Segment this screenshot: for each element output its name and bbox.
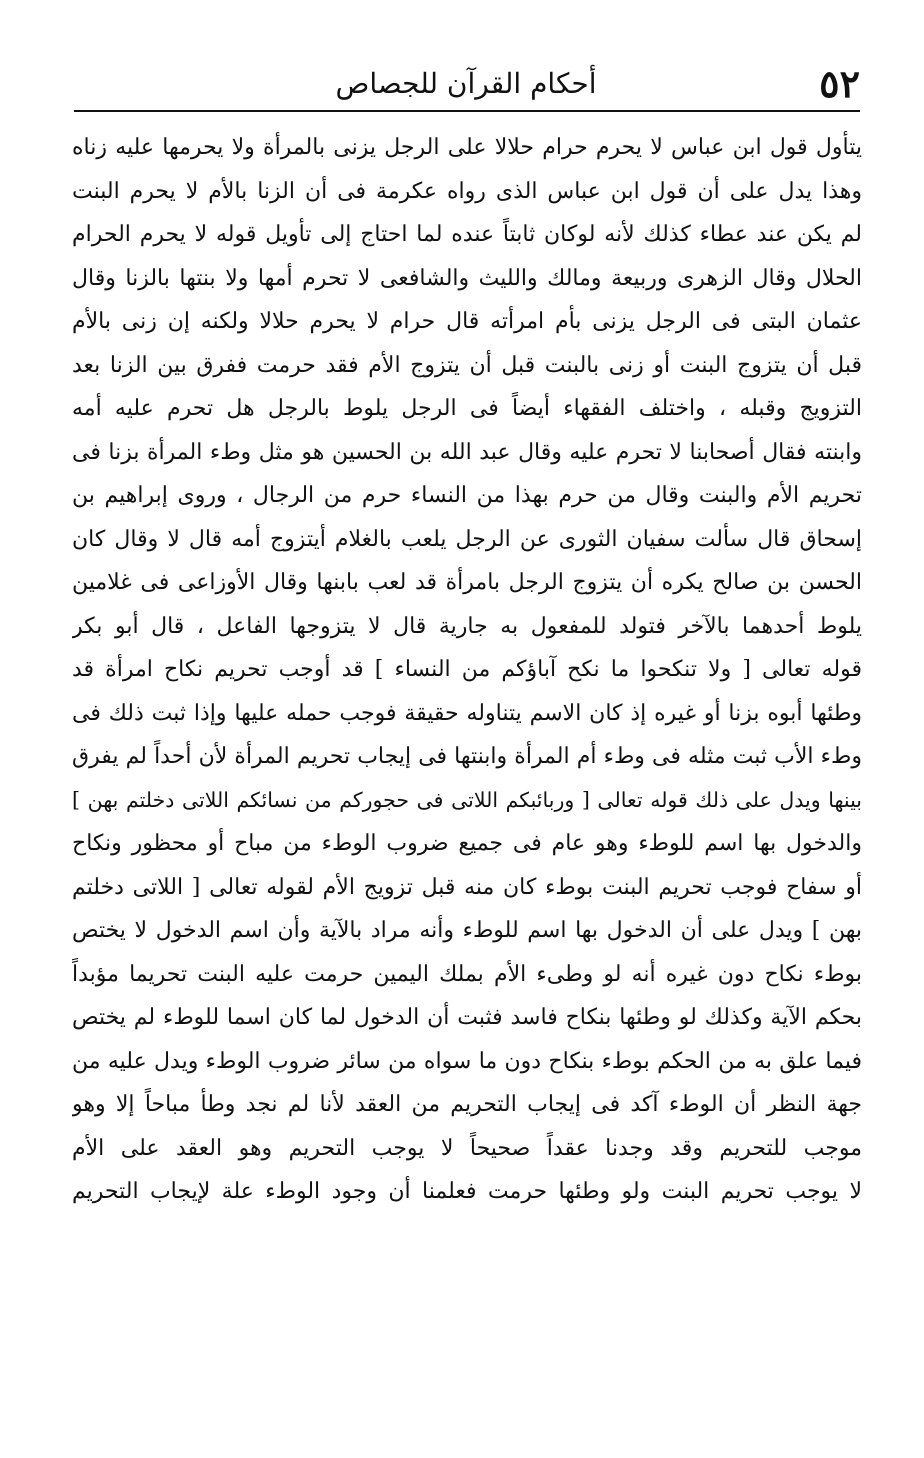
text-line: عثمان البتى فى الرجل يزنى بأم امرأته قال حرام لا يحرم حلالا ولكنه إن زنى بالأم [72,309,862,334]
text-line: لم يكن عند عطاء كذلك لأنه لوكان ثابتاً عنده لما احتاج إلى تأويل قوله لا يحرم الحرام [72,222,862,247]
text-line: وهذا يدل على أن قول ابن عباس الذى رواه عكرمة فى أن الزنا بالأم لا يحرم البنت [72,178,862,204]
text-line: فيما علق به من الحكم بوطء بنكاح دون ما سواه من سائر ضروب الوطء ويدل عليه من [72,1048,862,1074]
text-line: تحريم الأم والبنت وقال من حرم بهذا من النساء حرم من الرجال ، وروى إبراهيم بن [72,483,862,508]
text-line: بهن ] ويدل على أن الدخول بها اسم للوطء وأنه مراد بالآية وأن اسم الدخول لا يختص [72,918,862,943]
page-number: ٥٢ [819,61,860,106]
text-line: إسحاق قال سألت سفيان الثورى عن الرجل يلعب بالغلام أيتزوج أمه قال لا وقال كان [72,526,862,552]
text-line: التزويج وقبله ، واختلف الفقهاء أيضاً فى الرجل يلوط بالرجل هل تحرم عليه أمه [72,396,862,421]
text-line: جهة النظر أن الوطء آكد فى إيجاب التحريم من العقد لأنا لم نجد وطأ مباحاً إلا وهو [72,1092,862,1117]
text-line: وطء الأب ثبت مثله فى وطء أم المرأة وابنتها فى إيجاب تحريم المرأة لأن أحداً لم يفرق [72,744,862,769]
text-line: بوطء نكاح دون غيره أنه لو وطىء الأم بملك اليمين حرمت عليه البنت تحريما مؤبداً [72,961,862,987]
text-line: قبل أن يتزوج البنت أو زنى بالبنت قبل أن يتزوج الأم فقد حرمت ففرق بين الزنا بعد [72,352,862,378]
text-line: والدخول بها اسم للوطء وهو عام فى جميع ضروب الوطء من مباح أو محظور ونكاح [72,831,862,856]
text-line: بحكم الآية وكذلك لو وطئها بنكاح فاسد فثبت أن الدخول لما كان اسما للوطء لم يختص [72,1005,862,1030]
body-text [72,126,862,1214]
text-line: قوله تعالى [ ولا تنكحوا ما نكح آباؤكم من النساء ] قد أوجب تحريم نكاح امرأة قد [72,657,862,682]
text-line: الحلال وقال الزهرى وربيعة ومالك والليث والشافعى لا تحرم أمها ولا بنتها بالزنا وقال [72,265,862,291]
text-line: أو سفاح فوجب تحريم البنت بوطء كان منه قبل تزويج الأم لقوله تعالى [ اللاتى دخلتم [72,874,862,900]
text-line: وطئها أبوه بزنا أو غيره إذ كان الاسم يتناوله حقيقة فوجب حمله عليها وإذا ثبت ذلك فى [72,700,862,726]
text-line: موجب للتحريم وقد وجدنا عقداً صحيحاً لا يوجب التحريم وهو العقد على الأم [72,1135,862,1161]
running-title: أحكام القرآن للجصاص [335,67,597,100]
text-line: لا يوجب تحريم البنت ولو وطئها حرمت فعلمنا أن وجود الوطء علة لإيجاب التحريم [72,1179,862,1204]
page-header [72,62,860,106]
text-line: يلوط أحدهما بالآخر فتولد للمفعول به جارية قال لا يتزوجها الفاعل ، قال أبو بكر [72,613,862,639]
text-line: الحسن بن صالح يكره أن يتزوج الرجل بامرأة قد لعب بابنها وقال الأوزاعى فى غلامين [72,570,862,595]
text-line: يتأول قول ابن عباس لا يحرم حرام حلالا على الرجل يزنى بالمرأة ولا يحرمها عليه زناه [72,135,862,160]
text-line: وابنته فقال أصحابنا لا تحرم عليه وقال عبد الله بن الحسين هو مثل وطء المرأة بزنا فى [72,439,862,465]
text-line: بينها ويدل على ذلك قوله تعالى [ وربائبكم اللاتى فى حجوركم من نسائكم اللاتى دخلتم بهن ] [72,787,862,812]
header-divider [74,110,860,112]
